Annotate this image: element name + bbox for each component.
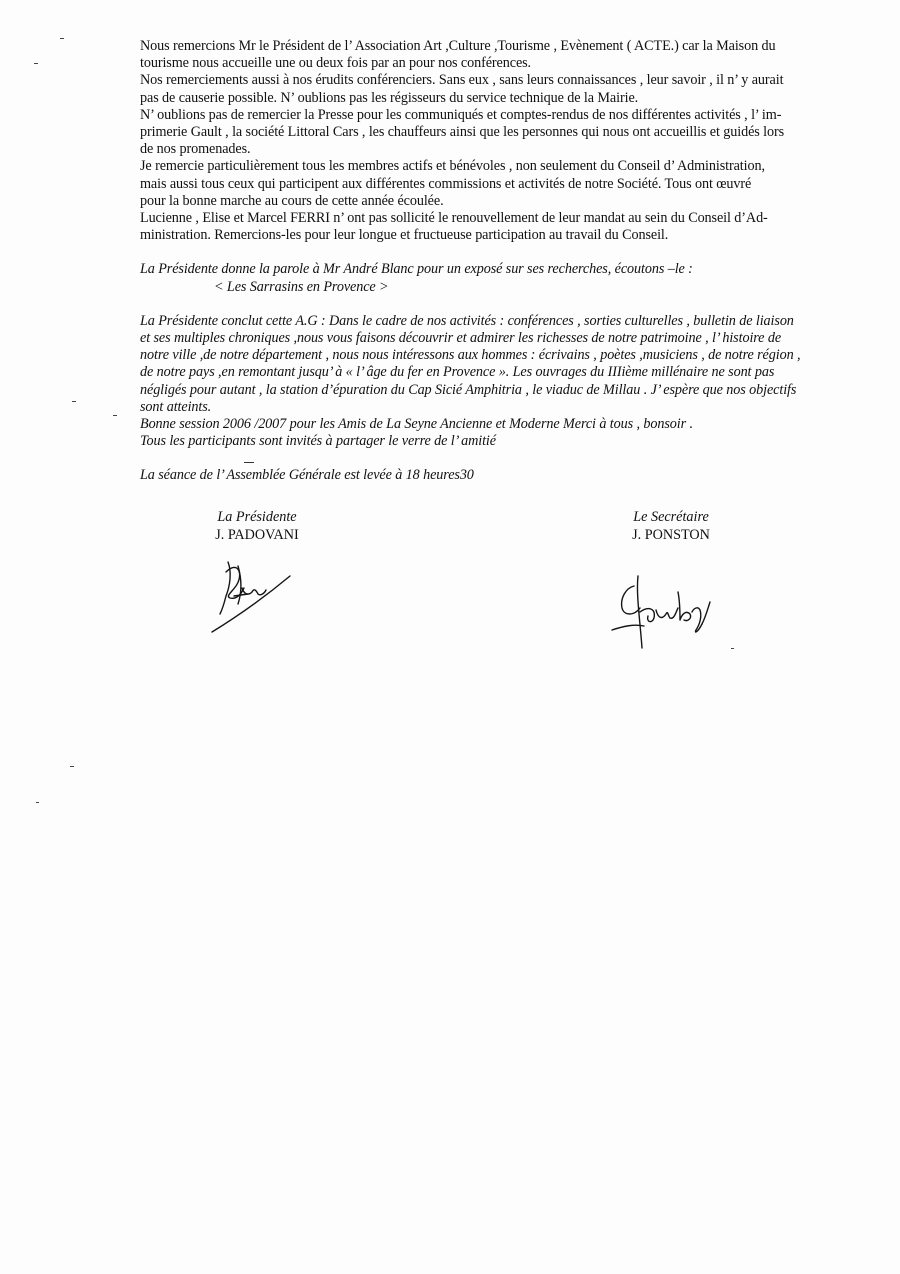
dash-mark [244, 462, 254, 463]
text-line: La Présidente conclut cette A.G : Dans le cadre de nos activités : conférences , sorties culturelles , bulletin de liaison [140, 312, 794, 329]
text-line: ministration. Remercions-les pour leur longue et fructueuse participation au travail du Conseil. [140, 227, 669, 244]
text-line: La Présidente donne la parole à Mr André Blanc pour un exposé sur ses recherches, écoutons –le : [140, 261, 693, 278]
scan-speck [60, 38, 64, 39]
scan-speck [731, 648, 734, 649]
signatory-name: J. PONSTON [632, 526, 710, 543]
acknowledgements-paragraph [140, 38, 840, 244]
conclusion-paragraph [140, 313, 840, 451]
text-line: Bonne session 2006 /2007 pour les Amis de La Seyne Ancienne et Moderne Merci à tous , bonsoir . [140, 416, 693, 433]
text-line: Nous remercions Mr le Président de l’ Association Art ,Culture ,Tourisme , Evènement ( ACTE.) car la Maison du [140, 38, 776, 54]
text-line: tourisme nous accueille une ou deux fois par an pour nos conférences. [140, 55, 532, 72]
lecture-title: < Les Sarrasins en Provence > [214, 278, 389, 295]
closing-paragraph [140, 467, 840, 484]
text-line: primerie Gault , la société Littoral Cars , les chauffeurs ainsi que les personnes qui nous ont accueillis et guidés lors [140, 124, 785, 141]
text-line: sont atteints. [140, 398, 212, 415]
text-line: notre ville ,de notre département , nous nous intéressons aux hommes : écrivains , poètes ,musiciens , de notre région , [140, 347, 801, 364]
signatory-name: J. PADOVANI [215, 526, 299, 543]
signatory-title: Le Secrétaire [633, 509, 709, 525]
paragraph-spacer [140, 450, 840, 467]
minutes-body [140, 38, 840, 485]
scan-speck [70, 766, 74, 767]
text-line: Nos remerciements aussi à nos érudits conférenciers. Sans eux , sans leurs connaissances , leur savoir , il n’ y aurait [140, 72, 784, 89]
scan-speck [34, 63, 38, 64]
text-line: de notre pays ,en remontant jusqu’ à « l’ âge du fer en Provence ». Les ouvrages du IIIième millénaire ne sont pas [140, 364, 775, 381]
text-line: N’ oublions pas de remercier la Presse pour les communiqués et comptes-rendus de nos différentes activités , l’ im- [140, 106, 782, 123]
secretary-handwritten-signature [610, 572, 722, 654]
text-line: Lucienne , Elise et Marcel FERRI n’ ont pas sollicité le renouvellement de leur mandat au sein du Conseil d’Ad- [140, 210, 768, 227]
secretary-signature-block [606, 509, 736, 544]
text-line: Je remercie particulièrement tous les membres actifs et bénévoles , non seulement du Conseil d’ Administration, [140, 158, 765, 175]
text-line: Tous les participants sont invités à partager le verre de l’ amitié [140, 433, 496, 450]
president-handwritten-signature [208, 552, 298, 636]
scan-speck [36, 802, 39, 803]
text-line: pas de causerie possible. N’ oublions pas les régisseurs du service technique de la Mairie. [140, 89, 639, 106]
scan-speck [113, 415, 117, 416]
text-line: pour la bonne marche au cours de cette année écoulée. [140, 192, 444, 209]
paragraph-spacer [140, 296, 840, 313]
president-signature-block [192, 509, 322, 544]
text-line: négligés pour autant , la station d’épuration du Cap Sicié Amphitria , le viaduc de Millau . J’ espère que nos objectifs [140, 381, 797, 398]
scan-speck [72, 401, 76, 402]
speaker-intro-paragraph [140, 261, 840, 295]
text-line: et ses multiples chroniques ,nous vous faisons découvrir et admirer les richesses de notre patrimoine , l’ histoire de [140, 330, 782, 347]
closing-line: La séance de l’ Assemblée Générale est levée à 18 heures30 [140, 467, 474, 484]
paragraph-spacer [140, 244, 840, 261]
text-line: de nos promenades. [140, 141, 251, 158]
signatory-title: La Présidente [217, 509, 297, 525]
text-line: mais aussi tous ceux qui participent aux différentes commissions et activités de notre Société. Tous ont œuvré [140, 175, 752, 192]
